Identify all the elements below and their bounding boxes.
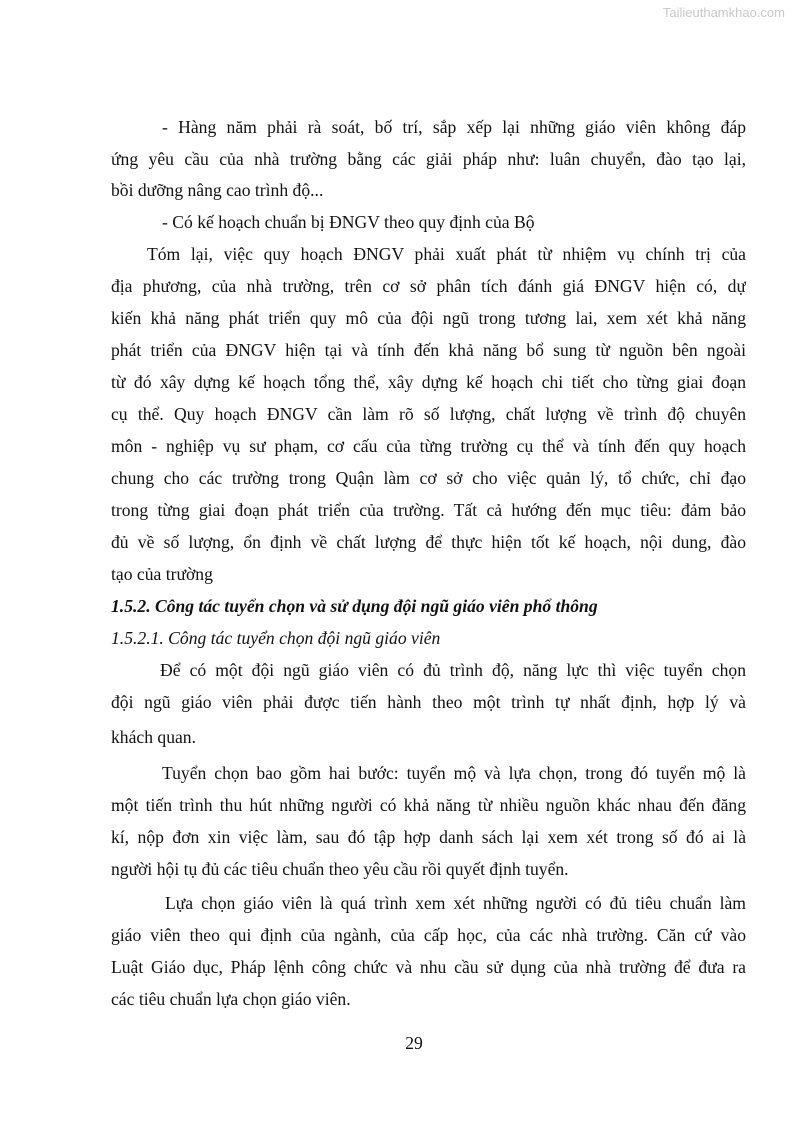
subsection-heading: 1.5.2.1. Công tác tuyển chọn đội ngũ giáo viên [111, 628, 441, 648]
body-line: kiến khả năng phát triển quy mô của đội ngũ trong tương lai, xem xét khả năng [111, 308, 746, 328]
body-line: bồi dưỡng nâng cao trình độ... [111, 180, 324, 200]
body-line: từ đó xây dựng kế hoạch tổng thể, xây dựng kế hoạch chi tiết cho từng giai đoạn [111, 372, 746, 392]
body-line: trong từng giai đoạn phát triển của trường. Tất cả hướng đến mục tiêu: đảm bảo [111, 500, 746, 520]
body-line: khách quan. [111, 727, 197, 747]
body-line: Tuyển chọn bao gồm hai bước: tuyển mộ và lựa chọn, trong đó tuyển mộ là [162, 763, 746, 783]
body-line: Để có một đội ngũ giáo viên có đủ trình độ, năng lực thì việc tuyển chọn [160, 660, 746, 680]
page-number: 29 [405, 1033, 423, 1053]
body-line: phát triển của ĐNGV hiện tại và tính đến khả năng bổ sung từ nguồn bên ngoài [111, 340, 746, 360]
body-line: - Hàng năm phải rà soát, bố trí, sắp xếp lại những giáo viên không đáp [162, 117, 746, 137]
body-line: các tiêu chuẩn lựa chọn giáo viên. [111, 989, 351, 1009]
section-heading: 1.5.2. Công tác tuyển chọn và sử dụng đội ngũ giáo viên phổ thông [111, 596, 598, 616]
body-line: đội ngũ giáo viên phải được tiến hành theo một trình tự nhất định, hợp lý và [111, 692, 746, 712]
body-line: ứng yêu cầu của nhà trường bằng các giải pháp như: luân chuyển, đào tạo lại, [111, 149, 746, 169]
body-line: một tiến trình thu hút những người có khả năng từ nhiều nguồn khác nhau đến đăng [111, 795, 746, 815]
watermark: Tailieuthamkhao.com [662, 5, 785, 20]
body-line: kí, nộp đơn xin việc làm, sau đó tập hợp danh sách lại xem xét trong số đó ai là [111, 827, 746, 847]
body-line: đủ về số lượng, ổn định về chất lượng để thực hiện tốt kế hoạch, nội dung, đào [111, 532, 746, 552]
body-line: cụ thể. Quy hoạch ĐNGV cần làm rõ số lượng, chất lượng về trình độ chuyên [111, 404, 746, 424]
body-line: môn - nghiệp vụ sư phạm, cơ cấu của từng trường cụ thể và tính đến quy hoạch [111, 436, 746, 456]
body-line: tạo của trường [111, 564, 213, 584]
body-line: giáo viên theo qui định của ngành, của cấp học, của các nhà trường. Căn cứ vào [111, 925, 746, 945]
body-line: địa phương, của nhà trường, trên cơ sở phân tích đánh giá ĐNGV hiện có, dự [111, 276, 746, 296]
body-line: chung cho các trường trong Quận làm cơ sở cho việc quản lý, tổ chức, chỉ đạo [111, 468, 746, 488]
body-line: Lựa chọn giáo viên là quá trình xem xét những người có đủ tiêu chuẩn làm [165, 893, 746, 913]
body-line: Luật Giáo dục, Pháp lệnh công chức và nhu cầu sử dụng của nhà trường để đưa ra [111, 957, 746, 977]
body-line: Tóm lại, việc quy hoạch ĐNGV phải xuất phát từ nhiệm vụ chính trị của [147, 244, 746, 264]
body-line: - Có kế hoạch chuẩn bị ĐNGV theo quy định của Bộ [162, 212, 535, 232]
body-line: người hội tụ đủ các tiêu chuẩn theo yêu cầu rồi quyết định tuyển. [111, 859, 569, 879]
